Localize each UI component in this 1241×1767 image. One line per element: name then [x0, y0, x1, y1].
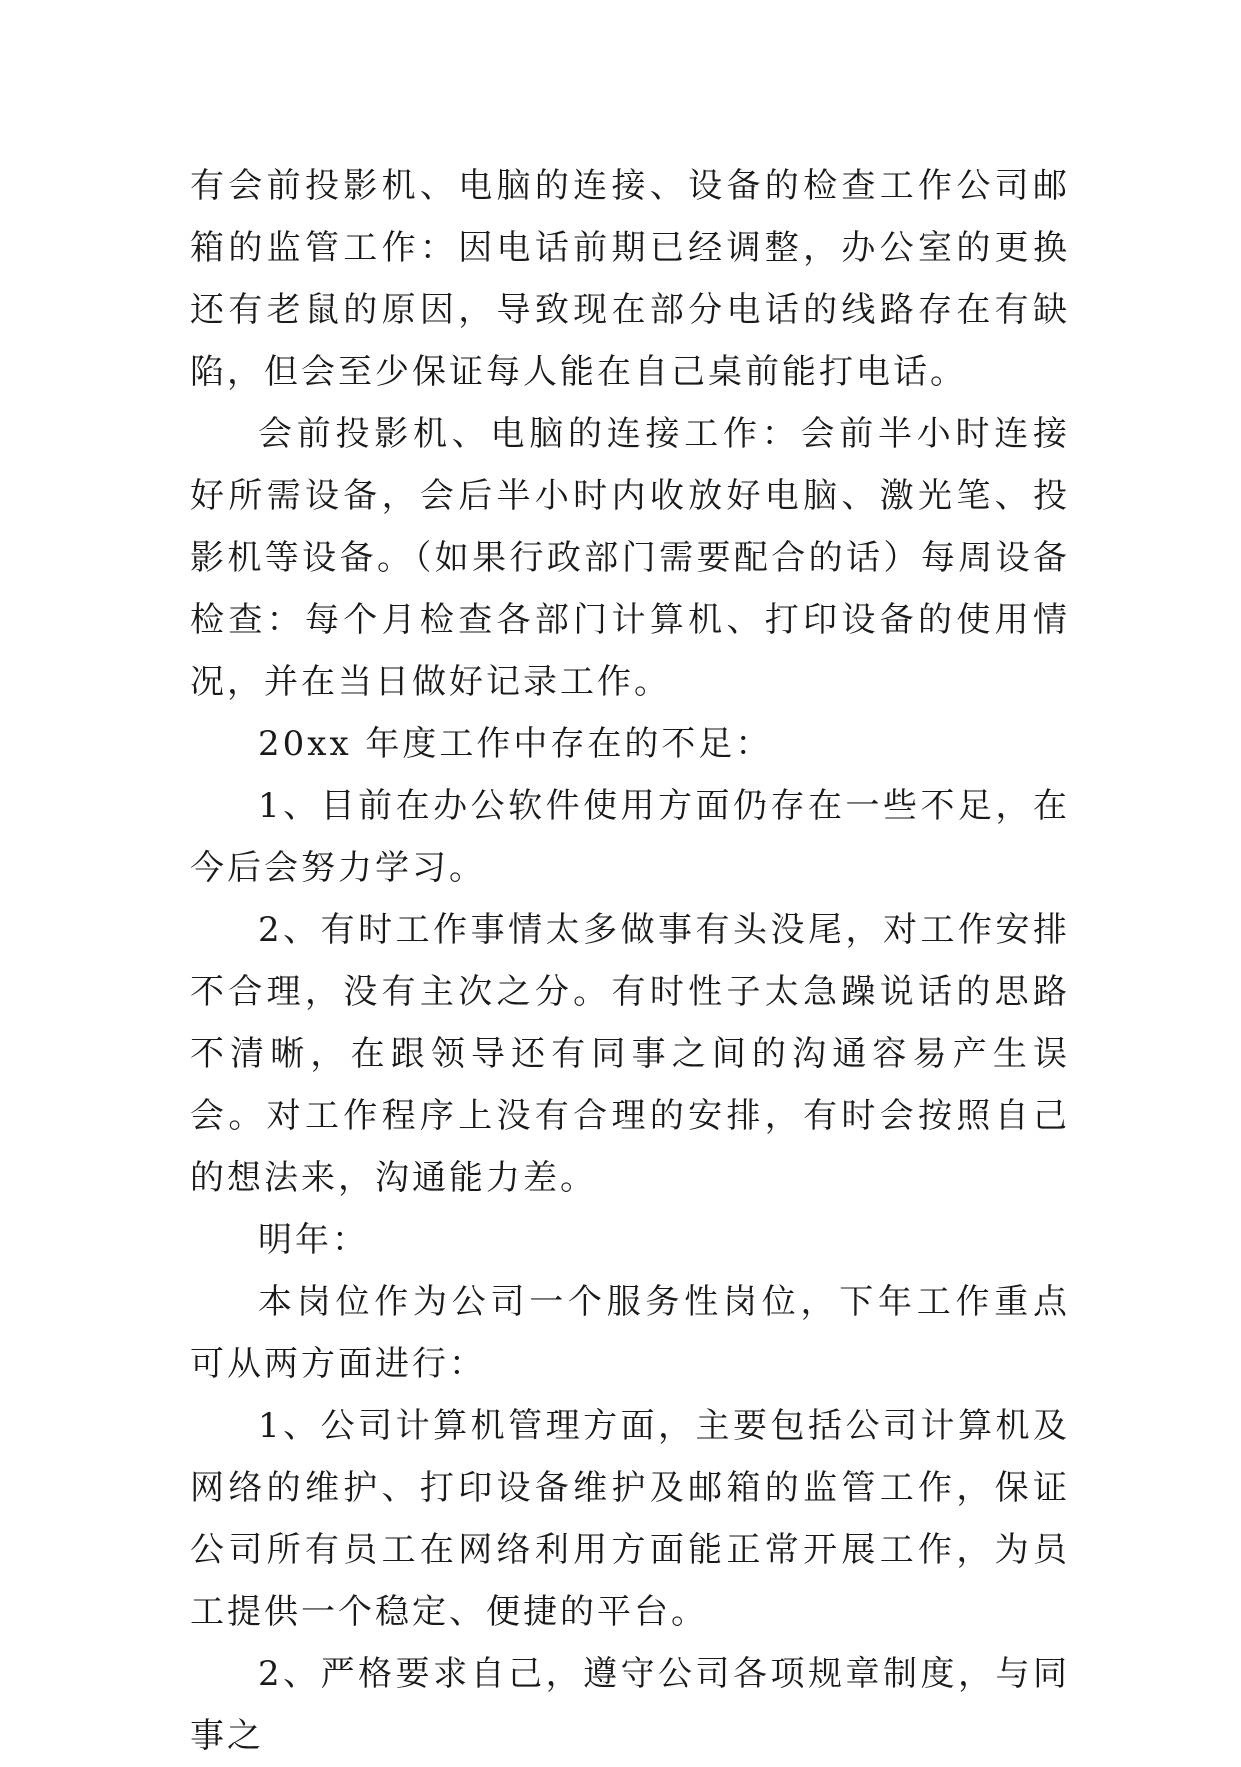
- paragraph-equipment: 会前投影机、电脑的连接工作：会前半小时连接好所需设备，会后半小时内收放好电脑、激光笔、投影机等设备。（如果行政部门需要配合的话）每周设备检查：每个月检查各部门计算机、打印设备的使用情况，并在当日做好记录工作。: [190, 414, 1070, 702]
- paragraph-shortcoming-2: 2、有时工作事情太多做事有头没尾，对工作安排不合理，没有主次之分。有时性子太急躁说话的思路不清晰，在跟领导还有同事之间的沟通容易产生误会。对工作程序上没有合理的安排，有时会按照自己的想法来，沟通能力差。: [190, 910, 1070, 1198]
- document-page: [190, 155, 1070, 1767]
- paragraph-shortcomings-heading: 20xx 年度工作中存在的不足：: [258, 724, 773, 764]
- paragraph-plan-2: 2、严格要求自己，遵守公司各项规章制度，与同事之: [190, 1654, 1070, 1756]
- paragraph-next-year-intro: 本岗位作为公司一个服务性岗位，下年工作重点可从两方面进行：: [190, 1282, 1070, 1384]
- paragraph-continuation: 有会前投影机、电脑的连接、设备的检查工作公司邮箱的监管工作：因电话前期已经调整，办公室的更换还有老鼠的原因，导致现在部分电话的线路存在有缺陷，但会至少保证每人能在自己桌前能打电话。: [190, 166, 1070, 392]
- paragraph-next-year-heading: 明年：: [258, 1220, 369, 1260]
- paragraph-shortcoming-1: 1、目前在办公软件使用方面仍存在一些不足，在今后会努力学习。: [190, 786, 1070, 888]
- paragraph-plan-1: 1、公司计算机管理方面，主要包括公司计算机及网络的维护、打印设备维护及邮箱的监管工作，保证公司所有员工在网络利用方面能正常开展工作，为员工提供一个稳定、便捷的平台。: [190, 1406, 1070, 1632]
